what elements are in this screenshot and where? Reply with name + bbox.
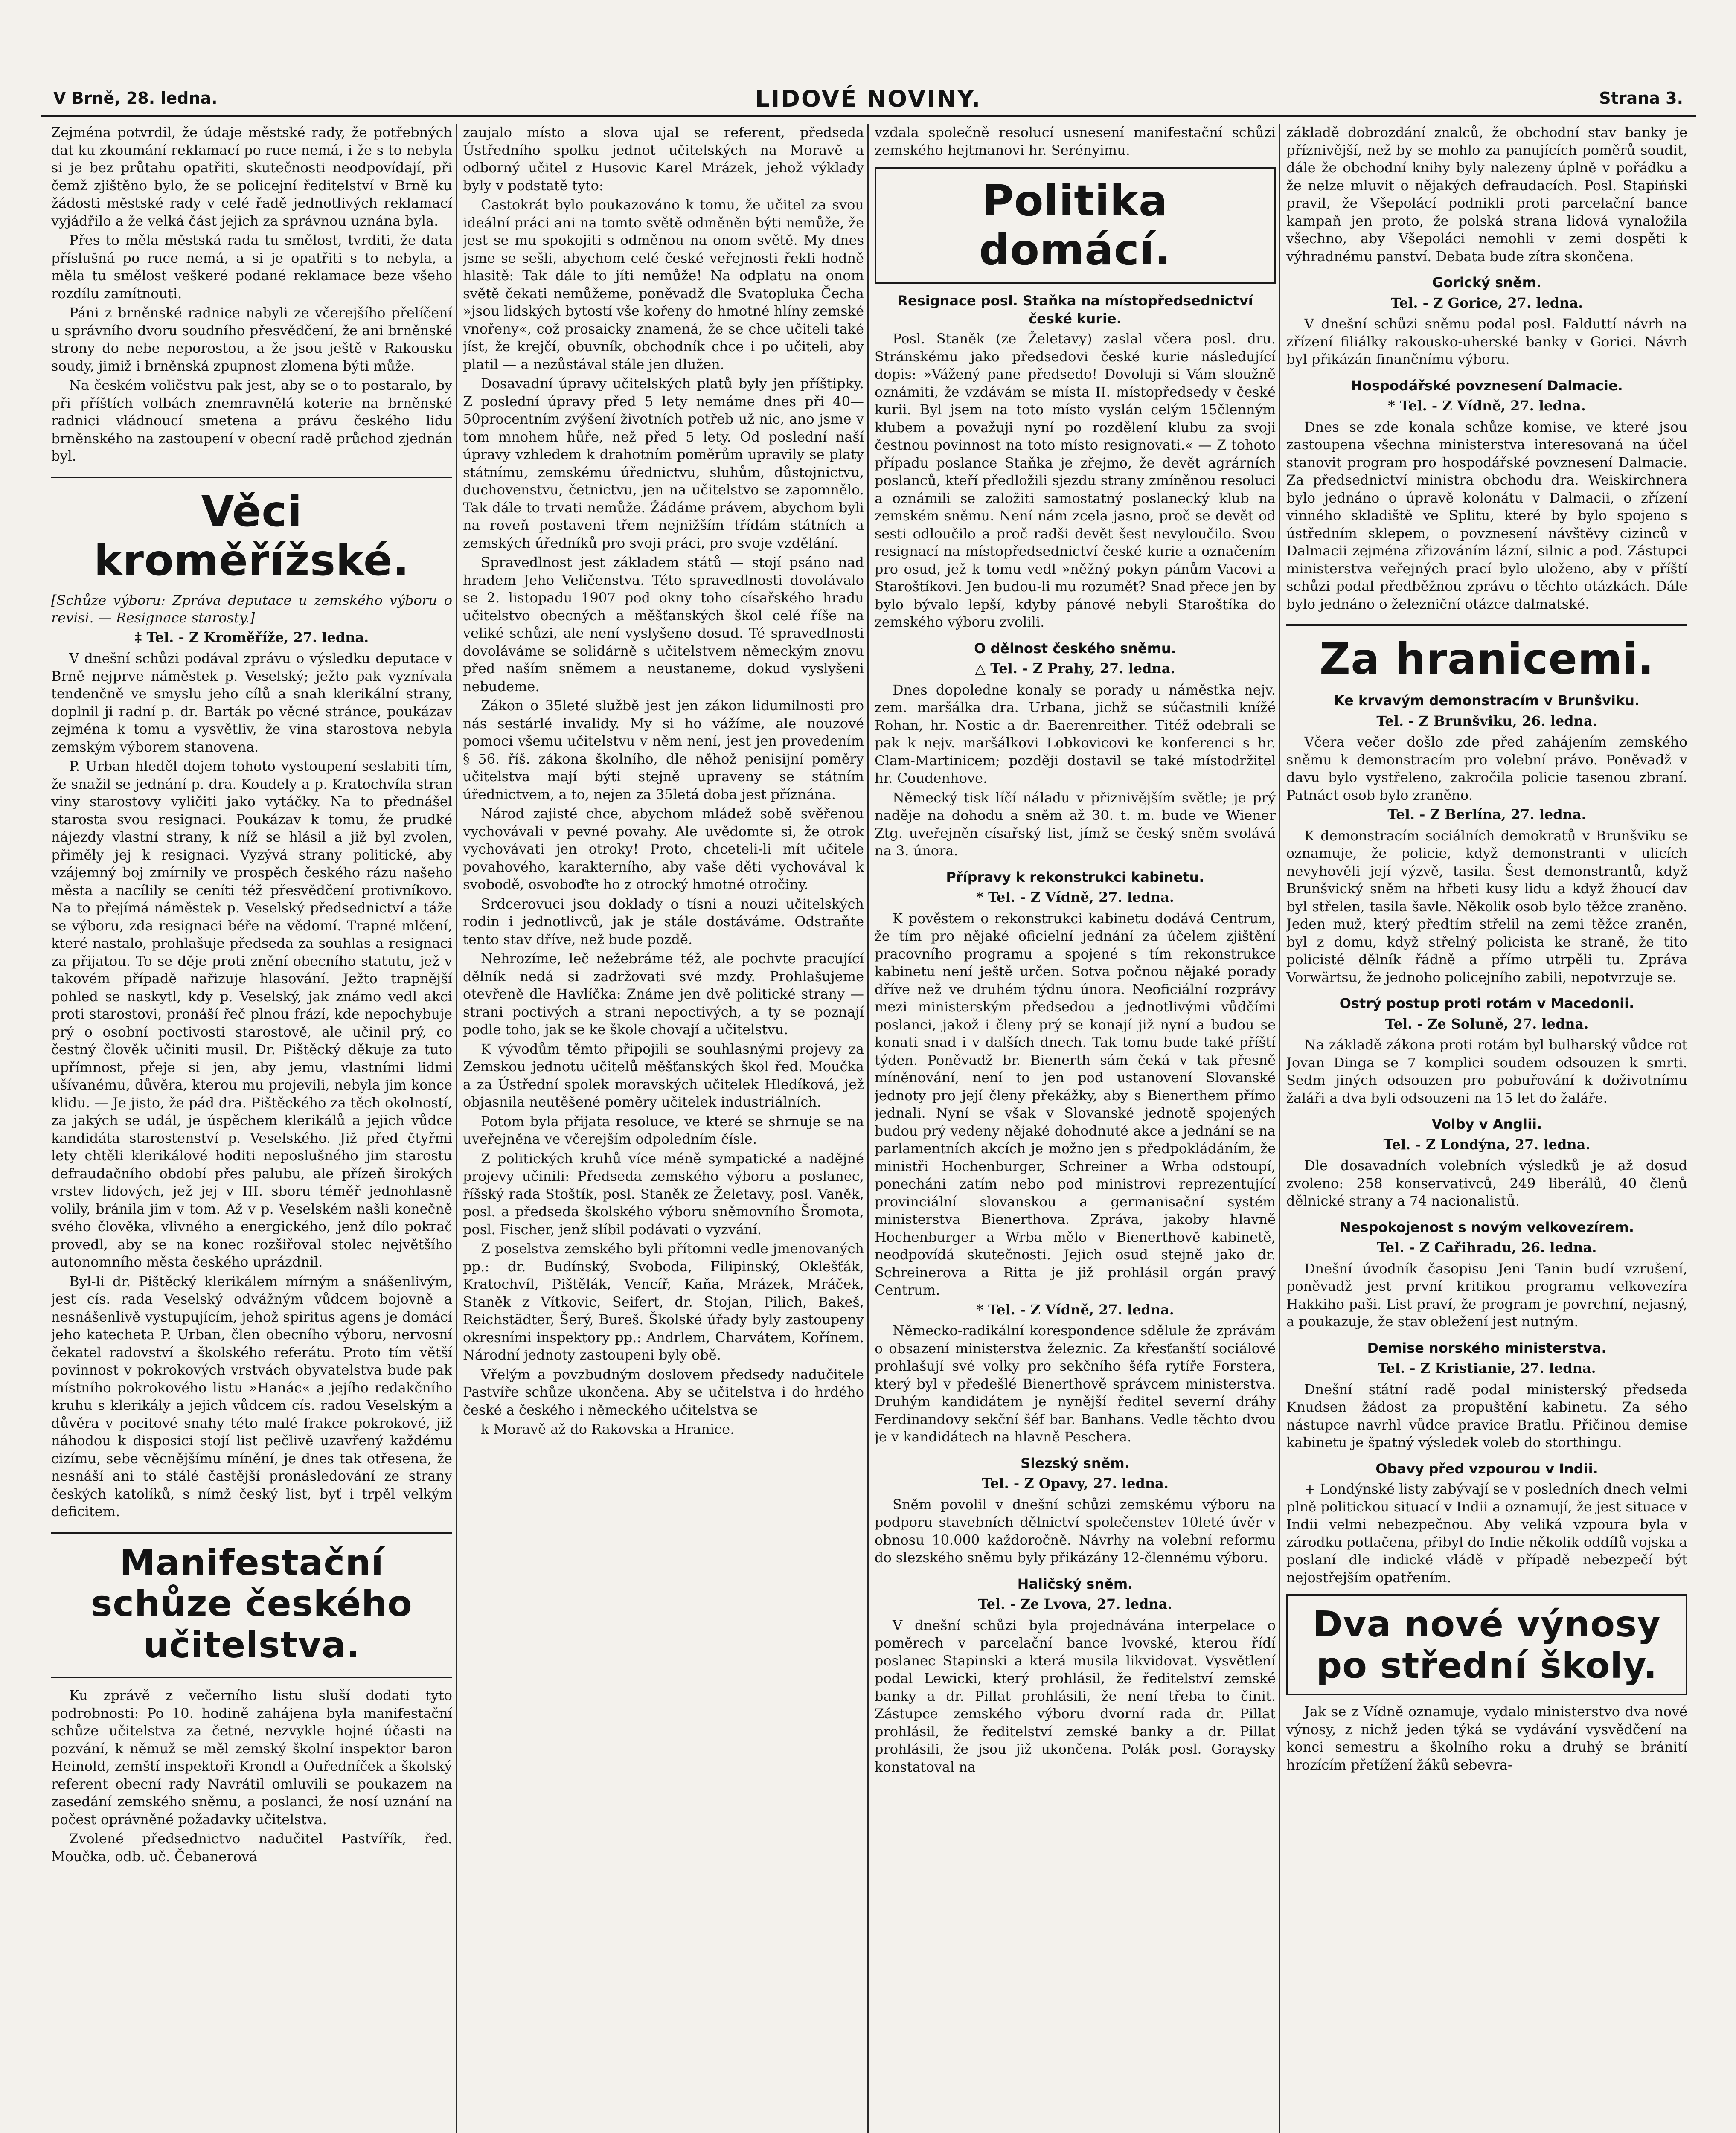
article-paragraph: Dnes dopoledne konaly se porady u náměstka nejv. zem. maršálka dra. Urbana, jichž se súčastnili knížé Rohan, hr. Nostic a dr. Baerenreither. Titéž odebrali se pak k nejv. maršálkovi Lobkovicovi ke konferenci s hr. Clam-Martinicem; později dostavil se také místodržitel hr. Coudenhove.	[875, 681, 1276, 786]
dateline: ‡ Tel. - Z Kroměříže, 27. ledna.	[134, 629, 369, 645]
section-divider	[51, 1677, 452, 1678]
article-paragraph: Nehrozíme, leč nežebráme též, ale pochvte pracující dělník nedá si zadržovati své mzdy. Prohlašujeme otevřeně dle Havlíčka: Známe jen dvě politické strany — strani poctivých a strani nepoctivých, a ty se poznají podle toho, jak se ke škole chovají a učitelstvu.	[463, 950, 864, 1037]
article-paragraph: Dle dosavadních volebních výsledků je až dosud zvoleno: 258 konservativců, 249 liberálů, 40 členů dělnické strany a 74 nacionalistů.	[1286, 1157, 1687, 1209]
dateline: Tel. - Z Cařihradu, 26. ledna.	[1377, 1239, 1597, 1255]
dateline: Tel. - Z Berlína, 27. ledna.	[1387, 806, 1586, 822]
dateline: Tel. - Z Gorice, 27. ledna.	[1390, 294, 1583, 311]
section-headline: Manifestační schůze českého učitelstva.	[91, 1541, 413, 1666]
article-paragraph: Ku zprávě z večerního listu sluší dodati tyto podrobnosti: Po 10. hodině zahájena byla manifestační schůze učitelstva za četné, nezvykle hojné účasti na pozvání, k němuž se měl zemský školní inspektor baron Heinold, zemští inspektoři Krondl a Ouředníček a školský referent obecní rady Navrátil omluvili se poukazem na zasedání zemského sněmu, a poslanci, že nosí uznání na počest oprávněné požadavky učitelstva.	[51, 1687, 452, 1828]
column-rule	[1279, 124, 1280, 2133]
article-paragraph: Včera večer došlo zde před zahájením zemského sněmu k demonstracím pro volební právo. Poněvadž v davu bylo vystřeleno, zakročila policie tasenou zbraní. Patnáct osob bylo zraněno.	[1286, 734, 1687, 803]
section-headline: Věci kroměřížské.	[94, 486, 410, 585]
article-paragraph: Jak se z Vídně oznamuje, vydalo ministerstvo dva nové výnosy, z nichž jeden týká se vydávání vysvědčení na konci semestru a školního roku a druhý se bránití hrozícím přetížení žáků sebevra-	[1286, 1703, 1687, 1773]
article-subhead: [Schůze výboru: Zpráva deputace u zemského výboru o revisi. — Resignace starosty.]	[51, 592, 452, 626]
dateline: Tel. - Z Brunšviku, 26. ledna.	[1376, 712, 1597, 729]
section-divider	[1286, 624, 1687, 626]
article-paragraph: Byl-li dr. Pištěcký klerikálem mírným a snášenlivým, jest cís. rada Veselský odvážným vůdcem bojovně a nesnášenlivě vystupujícím, jehož spiritus agens je domácí jeho katecheta P. Urban, člen obecního výboru, nervosní čekatel radovství a školského referátu. Proto tím větší povinnost v pokrokových vrstvách obyvatelstva bude pak místního pokrokového listu »Hanác« a jejího redakčního kruhu s klerikály a jejich vůdcem cís. radou Veselským a důvěra v pocitové snahy této malé frakce pokrokové, již náhodou k disposici stojí list pečlivě uzavřený každému cizímu, sebe věcnějšímu mínění, je dnes tak otřesena, že nesnáší ani to stálé častější pronásledování ze strany českých katolíků, s nímž český list, byť i trpěl velkým deficitem.	[51, 1273, 452, 1520]
article-paragraph: K vývodům těmto připojili se souhlasnými projevy za Zemskou jednotu učitelů měšťanských škol řed. Moučka a za Ústřední spolek moravských učitelek Hledíková, jež objasnila neutěšené poměry učitelek industriálních.	[463, 1040, 864, 1110]
dateline: * Tel. - Z Vídně, 27. ledna.	[1388, 398, 1586, 414]
column-3	[875, 124, 1276, 2133]
dateline: Tel. - Ze Lvova, 27. ledna.	[978, 1596, 1172, 1612]
article-paragraph: Dosavadní úpravy učitelských platů byly jen příštipky. Z poslední úpravy před 5 lety nemáme dnes při 40—50procentním zvýšení životních potřeb už nic, ano jsme v tom mnohem hůře, než před 5 lety. Od poslední naší úpravy vzhledem k drahotním poměrům upravily se platy státnímu, zemskému úřednictvu, sluhům, důstojnictvu, duchovenstvu, četnictvu, jen na učitelstvo se zapomnělo. Tak dále to trvati nemůže. Žádáme právem, abychom byli na roveň postaveni třem nejnižším třídám státních a zemských úředníků pro svoji práci, pro svoje vzdělání.	[463, 375, 864, 551]
article-headline: Přípravy k rekonstrukci kabinetu.	[946, 869, 1204, 885]
article-paragraph: Německý tisk líčí náladu v přiznivějším světle; je prý naděje na dohodu a sněm až 30. t. m. bude ve Wiener Ztg. uveřejněn císařský list, jímž se český sněm svolává na 3. února.	[875, 789, 1276, 859]
section-headline: Politika domácí.	[979, 176, 1172, 275]
article-paragraph: V dnešní schůzi podával zprávu o výsledku deputace v Brně nejprve náměstek p. Veselský; ježto pak vyznívala tendenčně ve smyslu jeho cílů a snah klerikální strany, doplnil ji radní p. dr. Barták po věcné stránce, poukázav zejména k tomu a vysvětliv, že vina starostova nebyla zemským výborem stanovena.	[51, 650, 452, 755]
article-paragraph: Na základě zákona proti rotám byl bulharský vůdce rot Jovan Dinga se 7 komplici soudem odsouzen k smrti. Sedm jiných odsouzen pro pobuřování k doživotnímu žaláři a dva byli odsouzeni na 15 let do žaláře.	[1286, 1037, 1687, 1106]
article-headline: O dělnost českého sněmu.	[974, 640, 1176, 657]
article-paragraph: Z poselstva zemského byli přítomni vedle jmenovaných pp.: dr. Budínský, Svoboda, Filipinský, Oklešťák, Kratochvíl, Pištělák, Vencíř, Kaňa, Mrázek, Mráček, Staněk z Vítkovic, Seifert, dr. Stojan, Pilich, Bakeš, Reichstädter, Šerý, Bureš. Školské úřady byly zastoupeny okresními inspektory pp.: Andrlem, Charvátem, Kořínem. Národní jednoty zastoupeni byly obě.	[463, 1241, 864, 1363]
article-paragraph: Německo-radikální korespondence sdělule že zprávám o obsazení ministerstva železnic. Za křesťanští sociálové prohlašují své volky pro sekčního šéfa rytíře Forstera, který byl v předešlé Bienerthově správcem ministerstva. Druhým kandidátem je nynější ředitel severní dráhy Ferdinandovy sekční šéf bar. Banhans. Vedle těchto dvou je v kandidátech na hlavně Peschera.	[875, 1322, 1276, 1445]
article-paragraph: V dnešní schůzi sněmu podal posl. Falduttí návrh na zřízení filiálky rakousko-uherské banky v Gorici. Návrh byl přikázán finančnímu výboru.	[1286, 316, 1687, 367]
article-paragraph: Castokrát bylo poukazováno k tomu, že učitel za svou ideální práci ani na tomto světě odměněn býti nemůže, že jest se mu spokojiti s odměnou na onom světě. My dnes jsme se sešli, abychom celé české veřejnosti řekli hodně hlasitě: Tak dále to jíti nemůže! Na odplatu na onom světě čekati nemůžeme, poněvadž dle Svatopluka Čecha »jsou lidských bytostí vše kořeny do hmotné hlíny zemské vnořeny«, což prosaicky znamená, že se chce učiteli také jíst, že krejčí, obuvník, obchodník chce i po učiteli, aby platil — a nezůstával stále jen dlužen.	[463, 197, 864, 372]
article-paragraph: + Londýnské listy zabývají se v posledních dnech velmi plně politickou situací v Indii a oznamují, že jest situace v Indii velmi nebezpečnou. Aby veliká vzpoura byla v zárodku potlačena, přibyl do Indie několik oddílů vojska a poslaní dle indické vládě v případě nebezpečí být nejostřejším opatřením.	[1286, 1481, 1687, 1586]
dateline: Tel. - Ze Soluně, 27. ledna.	[1385, 1015, 1589, 1032]
article-headline: Obavy před vzpourou v Indii.	[1375, 1460, 1598, 1477]
article-paragraph: Na českém voličstvu pak jest, aby se o to postaralo, by při příštích volbách znemravnělá koterie na brněnské radnici vládnoucí smetena a právu českého lidu brněnského na zastoupení v obecní radě průchod zjednán byl.	[51, 377, 452, 464]
article-paragraph: Potom byla přijata resoluce, ve které se shrnuje se na uveřejněna ve včerejším odpoledním čísle.	[463, 1113, 864, 1147]
article-paragraph: Posl. Staněk (ze Želetavy) zaslal včera posl. dru. Stránskému jako předsedovi české kurie následující dopis: »Vážený pane předsedo! Dovoluji si Vám sloužně oznámiti, že vzdávám se místa II. místopředsedy v české kurii. Byl jsem na toto místo vyslán celým 15členným klubem a považuji nyní po rozdělení klubu za svoji čestnou povinnost na toto místo resignovati.« — Z tohoto případu poslance Staňka je zřejmo, že devět agrárních poslanců, kteří předložili sjezdu strany zmíněnou resoluci a oznámili se založiti samostatný poslanecký klub na zemském sněmu. Není nám zcela jasno, proč se devět od sesti odloučilo a proč radši devět šest nevyloučilo. Svou resignací na místopředsednictví české kurie a označením pro osud, jež k tomu vedl »něžný pokyn pánům Vacovi a Staroštíkovi. Jen budou-li mu rozumět? Snad přece jen by bylo bývalo lepší, kdyby pánové nebyli Staroštíka do zemského výboru zvolili.	[875, 331, 1276, 630]
article-paragraph: Zejména potvrdil, že údaje městské rady, že potřebných dat ku zkoumání reklamací po ruce nemá, i že s to nebyla si je bez průtahu opatřiti, skutečnosti neodpovídají, při čemž zjištěno bylo, že se policejní ředitelství v Brně ku žádosti městské rady v celé řadě jednotlivých reklamací vyjádřilo a že velká část jejich za správnou uznána byla.	[51, 124, 452, 229]
article-paragraph: Vřelým a povzbudným doslovem předsedy nadučitele Pastvíře schůze ukončena. Aby se učitelstva i do hrdého české a českého i německého učitelstva se	[463, 1366, 864, 1418]
column-rule	[867, 124, 869, 2133]
dateline: Tel. - Z Kristianie, 27. ledna.	[1378, 1360, 1596, 1376]
dateline: Tel. - Z Londýna, 27. ledna.	[1383, 1136, 1591, 1153]
column-4	[1286, 124, 1687, 2133]
article-paragraph: K pověstem o rekonstrukci kabinetu dodává Centrum, že tím pro nějaké oficielní jednání za účelem zjištění pracovního programu a spojené s tím rekonstrukce kabinetu není ještě určen. Sotva počnou nějaké porady dříve než ve druhém týdnu února. Neoficiální rozprávy mezi ministerským předsedou a jednotlivými vůdčími poslanci, jakož i členy prý se konají již nyní a budou se konati snad i v dalších dnech. Tak tomu bude také příští týden. Poněvadž br. Bienerth sám čeká v tak přesně míněnování, není to jen pod ustanovení Slovanské jednoty pro její členy překážky, aby s Bienerthem přímo jednali. Nyní se však v Slovanské jednotě spojených budou prý vedeny nějaké dohodnuté akce a jednání se na parlamentních akcích je možno jen s předpokládáním, že ministři Hochenburger, Schreiner a Wrba odstoupí, ponecháni zatím nebo pod ministrovi reprezentující provinciální slovanskou a germanisační systém ministerstva Bienerthova. Zpráva, jakoby hlavně Hochenburger a Wrba mělo v Bienerthově kabinetě, neodpovídá skutečnosti. Jejich osud stejně jako dr. Schreinerova a Ritta je již prohlásil orgán pravý Centrum.	[875, 910, 1276, 1298]
section-divider	[51, 477, 452, 478]
article-paragraph: Zvolené předsednictvo nadučitel Pastvířík, řed. Moučka, odb. uč. Čebanerová	[51, 1831, 452, 1865]
article-paragraph: Dnešní úvodník časopisu Jeni Tanin budí vzrušení, poněvadž jest první kritikou programu velkovezíra Hakkiho paši. List praví, že program je povrchní, nejasný, a poukazuje, že stav obležení jest nutným.	[1286, 1260, 1687, 1330]
article-paragraph: Přes to měla městská rada tu smělost, tvrditi, že data příslušná po ruce nemá, a si je opatřiti s to nebyla, a měla tu smělost veškeré podané reklamace beze všeho rozdílu zamítnouti.	[51, 232, 452, 302]
column-2	[463, 124, 864, 2133]
section-headline: Za hranicemi.	[1319, 634, 1655, 684]
article-paragraph: Srdcerovuci jsou doklady o tísni a nouzi učitelských rodin i jednotlivců, jak je stále dostáváme. Odstraňte tento stav dříve, než bude pozdě.	[463, 895, 864, 947]
page-header	[41, 85, 1696, 117]
column-1	[51, 124, 452, 2133]
masthead: LIDOVÉ NOVINY.	[755, 85, 982, 112]
section-box	[1286, 1594, 1687, 1695]
dateline: * Tel. - Z Vídně, 27. ledna.	[976, 889, 1174, 905]
article-headline: Nespokojenost s novým velkovezírem.	[1340, 1219, 1634, 1235]
article-headline: Haličský sněm.	[1017, 1575, 1133, 1592]
article-headline: Slezský sněm.	[1021, 1455, 1130, 1471]
section-box	[875, 167, 1276, 284]
article-paragraph: K demonstracím sociálních demokratů v Brunšviku se oznamuje, že policie, když demonstranti v ulicích nevyhověli její výzvě, tasila. Šest demonstrantů, když Brunšvický sněm na hřbeti kusy lidu a když žhoucí dav byl střelen, tasila šavle. Několik osob bylo těžce zraněno. Jeden muž, který předtím střelil na zemi těžce zraněn, byl z domu, když střelný policista ke straně, že tito policisté dělník řádně a přímo utrpěli tu. Zpráva Vorwärtsu, že jednoho policejního zabili, nepotvrzuje se.	[1286, 827, 1687, 985]
section-divider	[51, 1532, 452, 1534]
article-paragraph: Dnes se zde konala schůze komise, ve které jsou zastoupena všechna ministerstva interesovaná na účel stanovit program pro hospodářské povznesení Dalmacie. Za předsednictví ministra obchodu dra. Weiskirchnera bylo jednáno o úpravě kolonátu v Dalmacii, o zřízení vinného skladiště ve Splitu, které by bylo spojeno s ústředním sklepem, o povznesení návštěvy cizinců v Dalmacii zejména zřizováním lázní, silnic a pod. Zástupci ministerstva veřejných prací bylo uloženo, aby v příští schůzi podal předběžnou zprávu o těchto otázkách. Dále bylo jednáno o železniční otázce dalmatské.	[1286, 418, 1687, 612]
article-headline: Ke krvavým demonstracím v Brunšviku.	[1334, 692, 1640, 709]
article-headline: Ostrý postup proti rotám v Macedonii.	[1339, 995, 1634, 1011]
header-date: V Brně, 28. ledna.	[53, 89, 218, 108]
article-headline: Resignace posl. Staňka na místopředsednictví české kurie.	[897, 293, 1253, 327]
page-number: Strana 3.	[1599, 89, 1683, 108]
dateline: Tel. - Z Opavy, 27. ledna.	[981, 1475, 1169, 1491]
article-paragraph: P. Urban hleděl dojem tohoto vystoupení seslabiti tím, že snažil se jednání p. dra. Koudely a p. Kratochvíla stran viny starostovy vyličiti jako vytáčky. Na to přednášel starosta svou resignaci. Poukázav k tomu, že prudké nájezdy vlastní strany, k níž se hlásil a již byl zvolen, přiměly jej k resignaci. Vyzývá strany politické, aby vzájemný boj zmírnily ve prospěch českého rázu našeho města a nacílily se ceníti též přesvědčení protivníkovo. Na to přejímá náměstek p. Veselský předsednictví a táže se výboru, zda resignaci béře na vědomí. Trapné mlčení, které nastalo, prohlašuje předseda za souhlas a resignaci za přijatou. To se děje proti znění obecního statutu, jež v takovém případě nařizuje hlasování. Ježto trapnější pohled se naskytl, kdy p. Veselský, jak známo vedl akci proti starostovi, pronáší řeč plnou frází, kde nepochybuje prý o osobní poctivosti starostově, ale učinil prý, co čestný člověk učiniti musil. Dr. Pištěcký děkuje za tuto upřímnost, přeje si jen, aby jemu, vlastními lidmi ušívanému, důvěra, kterou mu projevili, nebyla jim konce klidu. — Je jisto, že pád dra. Pištěckého za těch okolností, za jakých se udál, je úspěchem klerikálů a jejich vůdce kandidáta starostenství p. Veselského. Již před čtyřmi lety chtěli klerikálové hoditi neposlušného jim starostu defraudačního období přes palubu, ale přízeň širokých vrstev lidových, jež jej v III. sboru téměř jednohlasně volily, bránila jim v tom. Až v p. Veselském našli konečně svého člověka, vlivného a energického, jenž dílo pokrač provedl, aby se na konec rozšiřoval stolec největšího autonomního města českého uprázdnil.	[51, 758, 452, 1270]
article-headline: Hospodářské povznesení Dalmacie.	[1351, 377, 1623, 394]
article-headline: Demise norského ministerstva.	[1367, 1340, 1607, 1356]
article-paragraph: V dnešní schůzi byla projednávána interpelace o poměrech v parcelační bance lvovské, kterou řídí poslanec Stapinski a která musila likvidovat. Vysvětlení podal Lewicki, který prohlásil, že ředitelství zemské banky a dr. Pillat prohlásili, že není třeba to činit. Zástupce zemského výboru dvorní rada dr. Pillat prohlásil, že ředitelství zemské banky a dr. Pillat prohlásili, že jsou již ukončena. Polák posl. Goraysky konstatoval na	[875, 1617, 1276, 1775]
dateline: △ Tel. - Z Prahy, 27. ledna.	[975, 660, 1175, 677]
article-headline: Gorický sněm.	[1432, 274, 1542, 291]
article-paragraph: vzdala společně resolucí usnesení manifestační schůzi zemského hejtmanovi hr. Serényimu.	[875, 124, 1276, 158]
article-paragraph: Spravedlnost jest základem států — stojí psáno nad hradem Jeho Veličenstva. Této spravedlnosti dovolávalo se 2. listopadu 1907 pod okny toho císařského hradu učitelstvo obecných a měšťanských škol celé říše na veliké schůzi, ale není vyslyšeno dosud. Té spravedlnosti dovoláváme se solidárně s učitelstvem německým znovu před naším sněmem a neustaneme, dokud vyslyšeni nebudeme.	[463, 554, 864, 695]
article-paragraph: Zákon o 35leté službě jest jen zákon lidumilnosti pro nás sestárlé invalidy. My si ho vážíme, ale nouzové pomoci všemu učitelstvu v něm není, jest jen provedením § 56. říš. zákona školního, dle něhož penisijní poměry učitelstva mají býti stejně upraveny se státním úřednictvem, a to, nejen za 35letá doba jest příznána.	[463, 697, 864, 802]
article-paragraph: Dnešní státní radě podal ministerský předseda Knudsen žádost za propuštění kabinetu. Za sého nástupce navrhl vůdce pravice Bratlu. Přičinou demise kabinetu je špatný výsledek voleb do storthingu.	[1286, 1381, 1687, 1450]
article-paragraph: Národ zajisté chce, abychom mládež sobě svěřenou vychovávali v pevné povahy. Ale uvědomte si, že otrok vychovávati jen otroky! Proto, chceteli-li mít učitele povahového, karakterního, aby vaše děti vychovával k svobodě, osvoboďte ho z otrocký hmotné otročiny.	[463, 805, 864, 892]
article-paragraph: zaujalo místo a slova ujal se referent, předseda Ústředního spolku jednot učitelských na Moravě a odborný učitel z Husovic Karel Mrázek, jehož výklady byly v podstatě tyto:	[463, 124, 864, 194]
article-paragraph: Páni z brněnské radnice nabyli ze včerejšího přelíčení u správního dvoru soudního přesvědčení, že ani brněnské strony do nebe neporostou, a že jsou ještě v Rakousku soudy, jimiž i brněnská zpupnost zlomena býti může.	[51, 305, 452, 374]
article-paragraph: Sněm povolil v dnešní schůzi zemskému výboru na podporu stavebních dělnictví společenstev 10leté úvěr v obnosu 10.000 každoročně. Návrhy na volební reformu do slezského sněmu byly přikázány 12-člennému výboru.	[875, 1496, 1276, 1566]
article-paragraph: k Moravě až do Rakovska a Hranice.	[481, 1421, 735, 1437]
section-headline: Dva nové výnosy po střední školy.	[1313, 1603, 1661, 1686]
article-paragraph: Z politických kruhů více méně sympatické a nadějné projevy učinili: Předseda zemského výboru a poslanec, říšský rada Stoštík, posl. Staněk ze Želetavy, posl. Vaněk, posl. a předseda školského výboru sněmovního Šromota, posl. Fischer, jenž slíbil podávati o vyzvání.	[463, 1150, 864, 1238]
dateline: * Tel. - Z Vídně, 27. ledna.	[976, 1301, 1174, 1318]
article-paragraph: základě dobrozdání znalců, že obchodní stav banky je příznivější, než by se mohlo za panujících poměrů soudit, dále že obchodní knihy byly nalezeny úplně v pořádku a že nelze mluvit o nějakých defraudacích. Posl. Stapiński pravil, že Všepolácí podnikli proti parcelační bance kampaň jen proto, že polská strana lidová vynaložila všechno, aby Všepoláci nemohli v zemi dospěti k výhradnému panství. Debata bude zítra skončena.	[1286, 124, 1687, 264]
article-headline: Volby v Anglii.	[1431, 1116, 1542, 1132]
column-rule	[456, 124, 457, 2133]
